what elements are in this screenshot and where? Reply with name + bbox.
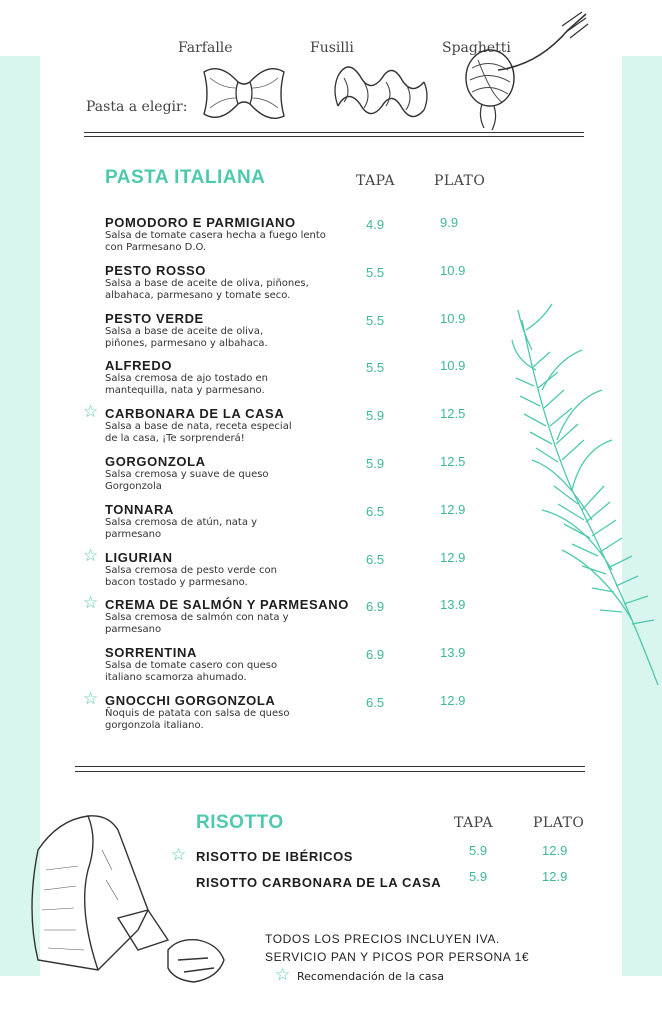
recommended-star-icon: ☆	[83, 593, 99, 613]
farfalle-icon	[198, 58, 290, 128]
pasta-item	[105, 645, 355, 683]
tapa-price: 6.9	[366, 647, 385, 662]
recommended-star-icon: ☆	[83, 546, 99, 566]
pasta-item-name: TONNARA	[105, 502, 174, 517]
risotto-col-plato: PLATO	[533, 815, 585, 831]
risotto-section-title: RISOTTO	[196, 812, 284, 833]
pasta-item-name: ALFREDO	[105, 358, 173, 373]
tapa-price: 5.5	[366, 360, 385, 375]
plato-price: 13.9	[440, 597, 466, 612]
plato-price: 12.9	[440, 502, 466, 517]
pasta-item-desc: piñones, parmesano y albahaca.	[105, 337, 268, 349]
pasta-item-name: CREMA DE SALMÓN Y PARMESANO	[105, 597, 349, 612]
fusilli-label: Fusilli	[310, 40, 354, 56]
pasta-item-desc: Salsa a base de aceite de oliva, piñones,	[105, 278, 309, 289]
plato-price: 10.9	[440, 263, 466, 278]
plato-price: 9.9	[440, 215, 459, 230]
risotto-item-name: RISOTTO CARBONARA DE LA CASA	[196, 875, 442, 890]
tapa-price: 5.9	[469, 869, 488, 884]
pasta-item-name: GNOCCHI GORGONZOLA	[105, 693, 276, 708]
cheese-illustration	[18, 810, 238, 990]
pasta-item-desc: Salsa cremosa de pesto verde con	[105, 565, 277, 576]
pasta-item-desc: Salsa cremosa de salmón con nata y	[105, 612, 289, 623]
pasta-item	[105, 311, 355, 349]
pasta-item-desc: albahaca, parmesano y tomate seco.	[105, 289, 291, 301]
pasta-item-desc: italiano scamorza ahumado.	[105, 671, 247, 683]
recommended-star-icon: ☆	[171, 845, 187, 865]
pasta-item	[105, 406, 355, 444]
tapa-price: 5.9	[366, 408, 385, 423]
section-rule	[75, 766, 585, 767]
footer-iva-note: TODOS LOS PRECIOS INCLUYEN IVA.	[265, 932, 500, 946]
legend-text: Recomendación de la casa	[297, 970, 444, 983]
spaghetti-fork-icon	[458, 10, 588, 130]
pasta-col-plato: PLATO	[434, 173, 486, 189]
pasta-item-desc: Salsa cremosa y suave de queso	[105, 469, 269, 480]
fusilli-icon	[330, 56, 430, 128]
risotto-col-tapa: TAPA	[454, 815, 493, 831]
plato-price: 12.9	[542, 843, 568, 858]
plato-price: 12.9	[440, 550, 466, 565]
pasta-item-desc: Salsa cremosa de atún, nata y	[105, 517, 258, 528]
pasta-item-desc: parmesano	[105, 528, 162, 540]
pasta-item-name: GORGONZOLA	[105, 454, 206, 469]
pasta-item	[105, 358, 355, 396]
pasta-item	[105, 550, 355, 588]
tapa-price: 5.9	[469, 843, 488, 858]
legend-star-icon: ☆	[275, 965, 291, 985]
pasta-item-desc: Salsa a base de nata, receta especial	[105, 421, 292, 432]
pasta-choice-label: Pasta a elegir:	[86, 99, 188, 115]
recommended-star-icon: ☆	[83, 689, 99, 709]
pasta-item-desc: Ñoquis de patata con salsa de queso	[105, 708, 290, 719]
pasta-item	[105, 215, 355, 253]
pasta-item-name: LIGURIAN	[105, 550, 173, 565]
pasta-item-name: POMODORO E PARMIGIANO	[105, 215, 296, 230]
header-rule	[84, 132, 584, 133]
pasta-item-desc: Gorgonzola	[105, 480, 162, 492]
pasta-item-desc: gorgonzola italiano.	[105, 719, 204, 731]
pasta-col-tapa: TAPA	[356, 173, 395, 189]
plato-price: 10.9	[440, 358, 466, 373]
pasta-section-title: PASTA ITALIANA	[105, 167, 266, 188]
pasta-item-name: SORRENTINA	[105, 645, 197, 660]
section-rule-2	[75, 771, 585, 772]
recommended-star-icon: ☆	[83, 402, 99, 422]
tapa-price: 6.5	[366, 695, 385, 710]
pasta-item-desc: con Parmesano D.O.	[105, 241, 207, 253]
tapa-price: 5.5	[366, 313, 385, 328]
pasta-item-name: PESTO ROSSO	[105, 263, 206, 278]
pasta-item	[105, 597, 355, 635]
tapa-price: 5.5	[366, 265, 385, 280]
plato-price: 10.9	[440, 311, 466, 326]
plato-price: 12.5	[440, 454, 466, 469]
tapa-price: 6.9	[366, 599, 385, 614]
tapa-price: 4.9	[366, 217, 385, 232]
spaghetti-label: Spaghetti	[442, 40, 511, 56]
plato-price: 12.5	[440, 406, 466, 421]
pasta-item-desc: bacon tostado y parmesano.	[105, 576, 248, 588]
tapa-price: 6.5	[366, 552, 385, 567]
pasta-item	[105, 454, 355, 492]
tapa-price: 5.9	[366, 456, 385, 471]
pasta-item-desc: mantequilla, nata y parmesano.	[105, 384, 265, 396]
pasta-item-desc: Salsa a base de aceite de oliva,	[105, 326, 264, 337]
farfalle-label: Farfalle	[178, 40, 233, 56]
pasta-item-desc: Salsa de tomate casero con queso	[105, 660, 278, 671]
tapa-price: 6.5	[366, 504, 385, 519]
pasta-item	[105, 502, 355, 540]
pasta-item	[105, 263, 355, 301]
pasta-item-name: CARBONARA DE LA CASA	[105, 406, 285, 421]
pasta-item-name: PESTO VERDE	[105, 311, 204, 326]
pasta-item-desc: de la casa, ¡Te sorprenderá!	[105, 432, 245, 444]
risotto-item-name: RISOTTO DE IBÉRICOS	[196, 849, 354, 864]
pasta-item-desc: parmesano	[105, 623, 162, 635]
rosemary-illustration	[512, 290, 662, 690]
plato-price: 13.9	[440, 645, 466, 660]
footer-bread-note: SERVICIO PAN Y PICOS POR PERSONA 1€	[265, 950, 530, 964]
plato-price: 12.9	[542, 869, 568, 884]
pasta-item-desc: Salsa de tomate casera hecha a fuego lento	[105, 230, 326, 241]
header-rule-2	[84, 136, 584, 137]
pasta-item-desc: Salsa cremosa de ajo tostado en	[105, 373, 269, 384]
plato-price: 12.9	[440, 693, 466, 708]
pasta-item	[105, 693, 355, 731]
